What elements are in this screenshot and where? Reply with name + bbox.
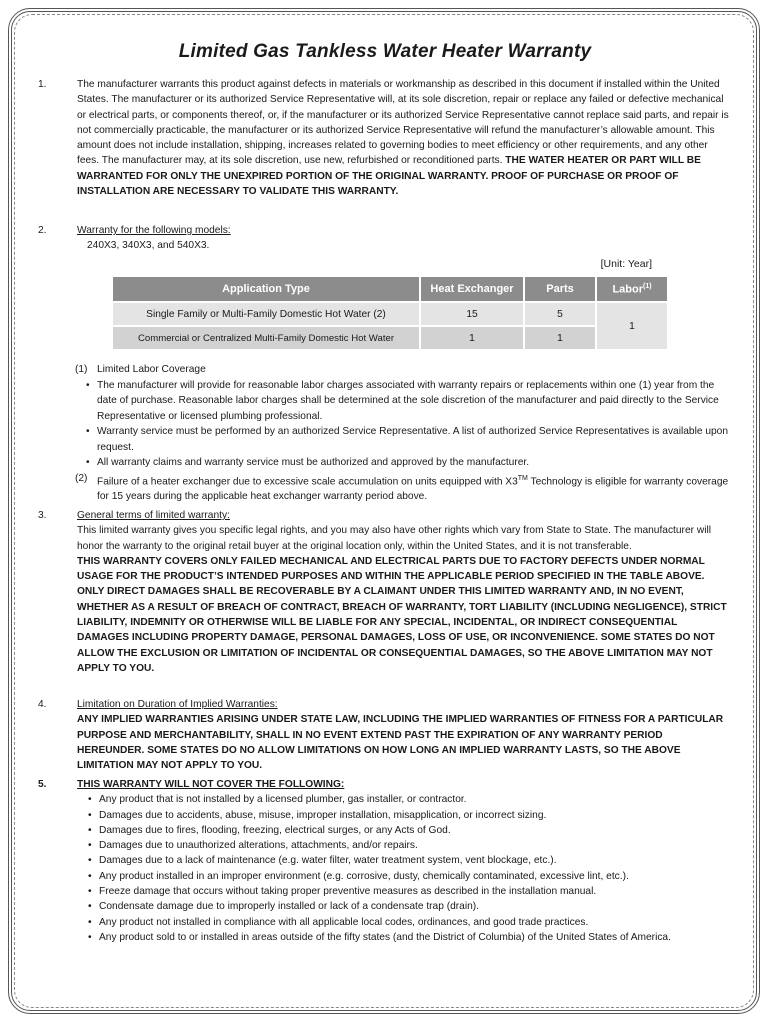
section-4-heading: Limitation on Duration of Implied Warranties: bbox=[77, 699, 278, 710]
list-item: • Damages due to fires, flooding, freezing, electrical surges, or any Acts of God. bbox=[99, 823, 730, 838]
note-2: (2) Failure of a heater exchanger due to excessive scale accumulation on units equipped with X3™ Technology is eligible for warranty coverage for 15 years during the applicable heat exchanger warranty period above. bbox=[75, 472, 729, 503]
section-4 bbox=[38, 697, 730, 773]
cell-heat-exchanger: 15 bbox=[420, 302, 524, 326]
section-number: 5. bbox=[38, 779, 47, 790]
list-item: • Damages due to unauthorized alterations, attachments, and/or repairs. bbox=[99, 838, 730, 853]
unit-label: [Unit: Year] bbox=[600, 258, 652, 270]
list-item: • Damages due to accidents, abuse, misuse, improper installation, misapplication, or incorrect sizing. bbox=[99, 808, 730, 823]
list-item: • Any product that is not installed by a licensed plumber, gas installer, or contractor. bbox=[99, 792, 730, 807]
cell-application: Commercial or Centralized Multi-Family Domestic Hot Water bbox=[113, 326, 420, 349]
cell-parts: 5 bbox=[524, 302, 596, 326]
cell-labor: 1 bbox=[596, 302, 668, 349]
section-3-bold-text: THIS WARRANTY COVERS ONLY FAILED MECHANICAL AND ELECTRICAL PARTS DUE TO FACTORY DEFECTS UNDER NORMAL USAGE FOR THE PRODUCT’S INTENDED PURPOSES AND WITHIN THE APPLICABLE PERIOD SPECIFIED IN THE TABLE ABOVE. ONLY DIRECT DAMAGES SHALL BE RECOVERABLE BY A CLAIMANT UNDER THIS LIMITED WARRANTY AND, IN NO EVENT, WHETHER AS A RESULT OF BREACH OF CONTRACT, BREACH OF WARRANTY, TORT LIABILITY (INCLUDING NEGLIGENCE), STRICT LIABILITY, INDEMNITY OR OTHERWISE WILL BE LIABLE FOR ANY SPECIAL, INCIDENTAL, OR INDIRECT CONSEQUENTIAL DAMAGES INCLUDING PROPERTY DAMAGE, PERSONAL DAMAGES, LOSS OF USE, OR INCONVENIENCE. SOME STATES DO NOT ALLOW THE EXCLUSION OR LIMITATION OF INCIDENTAL OR CONSEQUENTIAL DAMAGES, SO THE ABOVE LIMITATION MAY NOT APPLY TO YOU. bbox=[77, 555, 727, 674]
table-header-row bbox=[113, 277, 668, 302]
note-1 bbox=[75, 362, 735, 378]
list-item: • Damages due to a lack of maintenance (e.g. water filter, water treatment system, vent blockage, etc.). bbox=[99, 853, 730, 868]
header-parts: Parts bbox=[524, 277, 596, 302]
list-item: • The manufacturer will provide for reasonable labor charges associated with warranty repairs or replacements within one (1) year from the date of purchase. Reasonable labor charges shall be determined at the sole discretion of the manufacturer and paid directly to the Service Representative or licensed plumbing professional. bbox=[97, 378, 735, 425]
list-item: • Condensate damage due to improperly installed or lack of a condensate trap (drain). bbox=[99, 899, 730, 914]
section-3-heading: General terms of limited warranty: bbox=[77, 510, 230, 521]
model-list: 240X3, 340X3, and 540X3. bbox=[87, 240, 210, 252]
list-item: • All warranty claims and warranty service must be authorized and approved by the manufacturer. bbox=[97, 455, 735, 471]
section-3-text: This limited warranty gives you specific legal rights, and you may also have other rights which vary from State to State. The manufacturer will honor the warranty to the original retail buyer at the original location only, within the United States, and it is not transferable. bbox=[77, 525, 711, 552]
section-5-heading: THIS WARRANTY WILL NOT COVER THE FOLLOWING: bbox=[77, 779, 345, 790]
list-item: • Any product installed in an improper environment (e.g. corrosive, dusty, chemically contaminated, excessive lint, etc.). bbox=[99, 869, 730, 884]
warranty-table bbox=[113, 277, 669, 349]
cell-heat-exchanger: 1 bbox=[420, 326, 524, 349]
note-1-bullets bbox=[75, 378, 735, 471]
list-item: • Any product not installed in compliance with all applicable local codes, ordinances, and good trade practices. bbox=[99, 915, 730, 930]
table-row bbox=[113, 326, 668, 349]
header-heat-exchanger: Heat Exchanger bbox=[420, 277, 524, 302]
table-notes bbox=[75, 362, 735, 505]
section-number: 2. bbox=[38, 225, 47, 236]
table-row bbox=[113, 302, 668, 326]
header-labor: Labor$^{(1)}$ bbox=[596, 277, 668, 302]
cell-parts: 1 bbox=[524, 326, 596, 349]
section-1 bbox=[38, 77, 730, 199]
section-2-heading: Warranty for the following models: bbox=[77, 225, 231, 236]
exclusion-list bbox=[77, 792, 730, 945]
section-number: 3. bbox=[38, 510, 47, 521]
section-number: 1. bbox=[38, 79, 47, 90]
cell-application: Single Family or Multi-Family Domestic Hot Water (2) bbox=[113, 302, 420, 326]
section-3 bbox=[38, 508, 730, 676]
list-item: • Freeze damage that occurs without taking proper preventive measures as described in the installation manual. bbox=[99, 884, 730, 899]
list-item: • Warranty service must be performed by an authorized Service Representative. A list of authorized Service Representatives is available upon request. bbox=[97, 424, 735, 455]
page-title: Limited Gas Tankless Water Heater Warranty bbox=[178, 41, 592, 62]
section-number: 4. bbox=[38, 699, 47, 710]
section-4-bold-text: ANY IMPLIED WARRANTIES ARISING UNDER STATE LAW, INCLUDING THE IMPLIED WARRANTIES OF FITNESS FOR A PARTICULAR PURPOSE AND MERCHANTABILITY, SHALL IN NO EVENT EXTEND PAST THE EXPIRATION OF ANY WARRANTY PERIOD HEREUNDER. SOME STATES DO NO ALLOW LIMITATIONS ON HOW LONG AN IMPLIED WARRANTY LASTS, SO THE ABOVE LIMITATION MAY NOT APPLY TO YOU. bbox=[77, 714, 724, 772]
section-2 bbox=[38, 223, 730, 254]
header-application-type: Application Type bbox=[113, 277, 420, 302]
section-5 bbox=[38, 777, 730, 945]
list-item: • Any product sold to or installed in areas outside of the fifty states (and the District of Columbia) of the United States of America. bbox=[99, 930, 730, 945]
section-1-text: The manufacturer warrants this product against defects in materials or workmanship as described in this document if installed within the United States. The manufacturer or its authorized Service Representative will, at its sole discretion, repair or replace any failed or defective mechanical or electrical parts, or components thereof, or, if the manufacturer or its authorized Service Representative cannot replace said parts, and repair is not commercially practicable, the manufacturer or its authorized Service Representative will refund the manufacturer’s allowable amount. This amount does not include installation, shipping, increases related to governing bodies to meet efficiency or other requirements, and any other fees. The manufacturer may, at its sole discretion, use new, refurbished or reconditioned parts. bbox=[77, 79, 729, 167]
note-label: (1) bbox=[75, 364, 88, 375]
note-1-title: Limited Labor Coverage bbox=[97, 364, 206, 375]
note-label: (2) bbox=[75, 472, 88, 484]
section-1-bold-text: THE WATER HEATER OR PART WILL BE WARRANTED FOR ONLY THE UNEXPIRED PORTION OF THE ORIGINAL WARRANTY. PROOF OF PURCHASE OR PROOF OF INSTALLATION ARE NECESSARY TO VALIDATE THIS WARRANTY. bbox=[77, 155, 701, 198]
